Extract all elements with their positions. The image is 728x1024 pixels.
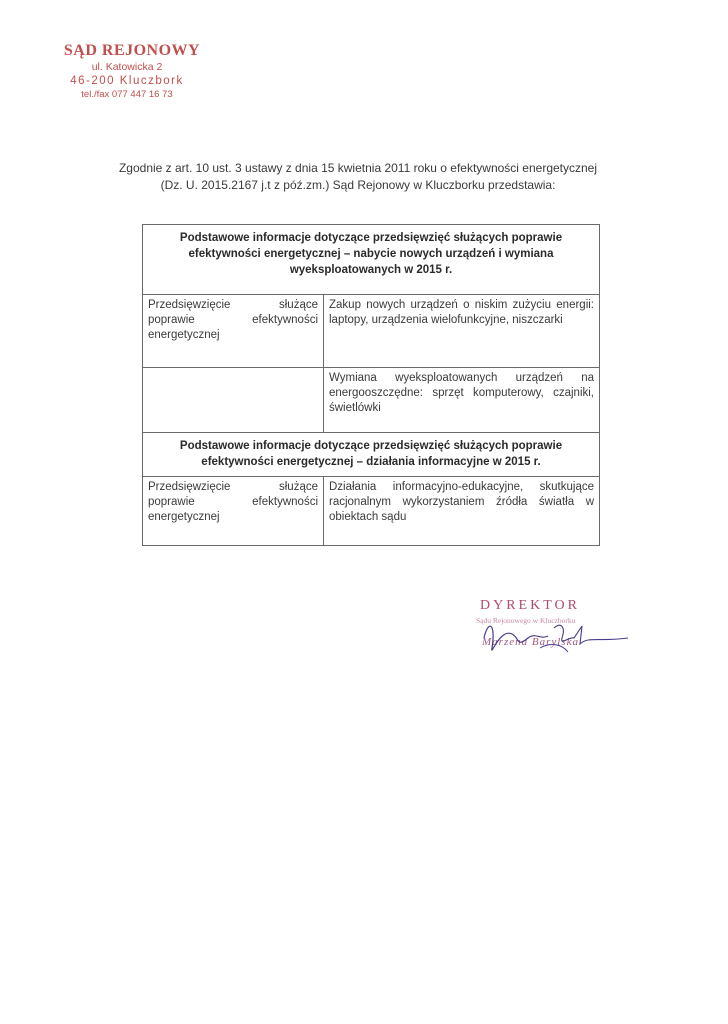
intro-paragraph: Zgodnie z art. 10 ust. 3 ustawy z dnia 15 kwietnia 2011 roku o efektywności energetycznej (Dz. U. 2015.2167 j.t z póź.zm.) Sąd Rejonowy w Kluczborku przedstawia:	[118, 161, 598, 192]
row-1-content: Zakup nowych urządzeń o niskim zużyciu energii: laptopy, urządzenia wielofunkcyjne, niszczarki	[324, 295, 600, 368]
row-3-label: Przedsięwzięcie służące poprawie efektywności energetycznej	[143, 477, 324, 546]
section-1-title: Podstawowe informacje dotyczące przedsięwzięć służących poprawie efektywności energetycznej – nabycie nowych urządzeń i wymiana wyeksploatowanych w 2015 r.	[143, 225, 600, 295]
court-street: ul. Katowicka 2	[91, 61, 163, 73]
row-2-content: Wymiana wyeksploatowanych urządzeń na energooszczędne: sprzęt komputerowy, czajniki, świetlówki	[324, 368, 600, 433]
table-row	[143, 295, 600, 368]
director-court: Sądu Rejonowego w Kluczborku	[476, 616, 576, 625]
table-row	[143, 368, 600, 433]
row-2-label	[143, 368, 324, 433]
court-name: SĄD REJONOWY	[63, 42, 201, 59]
row-1-label: Przedsięwzięcie służące poprawie efektywności energetycznej	[143, 295, 324, 368]
court-phone: tel./fax 077 447 16 73	[81, 89, 173, 100]
table-row	[143, 477, 600, 546]
director-signature-stamp	[470, 598, 620, 668]
court-header-stamp	[62, 42, 222, 102]
efficiency-table	[142, 224, 600, 546]
director-title: DYREKTOR	[480, 598, 580, 613]
handwritten-signature-icon	[470, 608, 630, 668]
row-3-content: Działania informacyjno-edukacyjne, skutkujące racjonalnym wykorzystaniem źródła światła w obiektach sądu	[324, 477, 600, 546]
section-2-title: Podstawowe informacje dotyczące przedsięwzięć służących poprawie efektywności energetycznej – działania informacyjne w 2015 r.	[143, 433, 600, 477]
court-city: 46-200 Kluczbork	[70, 75, 184, 87]
director-name: Marzena Barylska	[482, 636, 579, 648]
